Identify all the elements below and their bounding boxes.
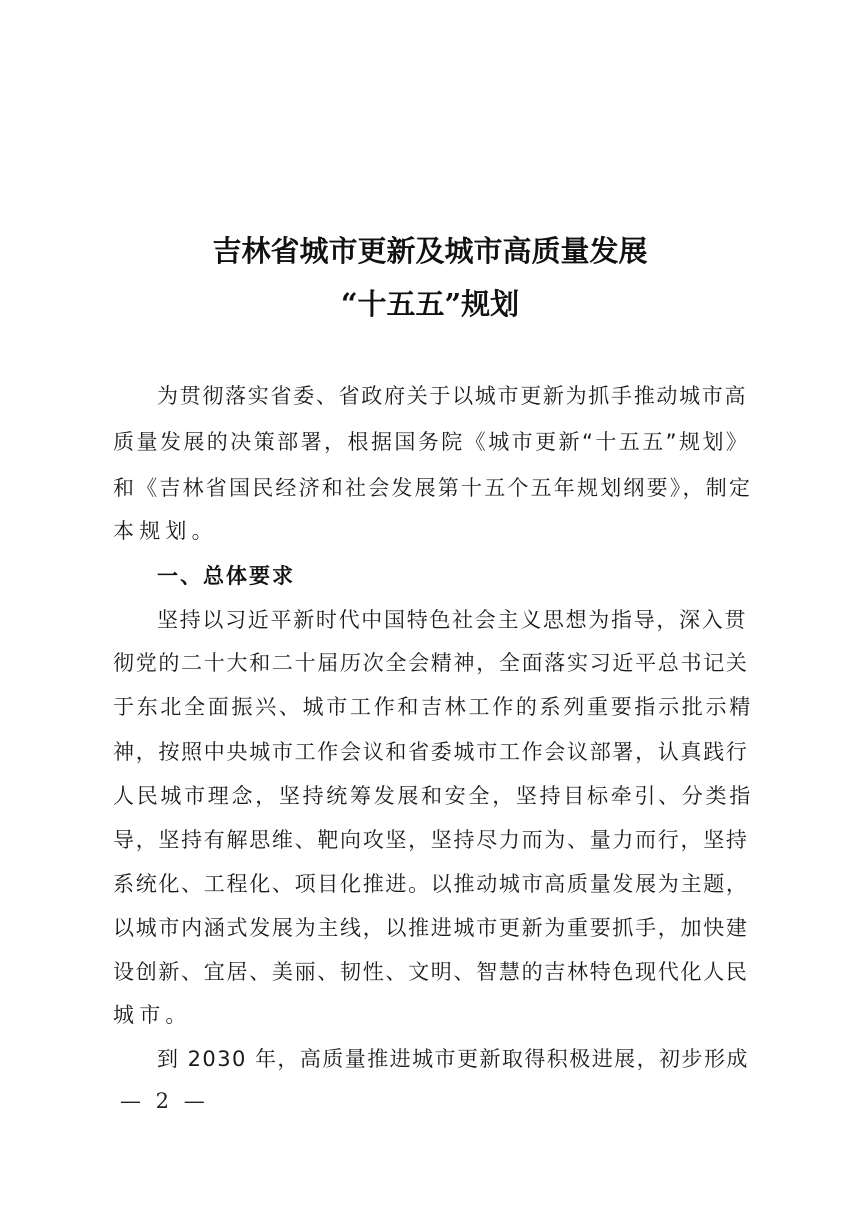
body-line: 彻党的二十大和二十届历次全会精神，全面落实习近平总书记关 [113,651,749,675]
document-title-line-2: “十五五”规划 [340,287,520,321]
body-line: 神，按照中央城市工作会议和省委城市工作会议部署，认真践行 [113,740,749,764]
body-line: 到 2030 年，高质量推进城市更新取得积极进展，初步形成 [157,1047,749,1071]
body-line: 城市。 [113,1003,192,1027]
body-line: 以城市内涵式发展为主线，以推进城市更新为重要抓手，加快建 [113,916,749,940]
intro-line: 为贯彻落实省委、省政府关于以城市更新为抓手推动城市高 [157,384,748,408]
intro-line: 和《吉林省国民经济和社会发展第十五个五年规划纲要》，制定 [113,476,753,500]
body-line: 设创新、宜居、美丽、韧性、文明、智慧的吉林特色现代化人民 [113,960,749,984]
body-line: 于东北全面振兴、城市工作和吉林工作的系列重要指示批示精 [113,695,753,719]
intro-line: 质量发展的决策部署，根据国务院《城市更新“十五五”规划》 [113,430,750,454]
page-number: — 2 — [120,1089,209,1113]
document-title-line-1: 吉林省城市更新及城市高质量发展 [212,234,648,268]
body-line: 导，坚持有解思维、靶向攻坚，坚持尽力而为、量力而行，坚持 [113,828,749,852]
body-line: 系统化、工程化、项目化推进。以推动城市高质量发展为主题， [113,872,749,896]
body-line: 坚持以习近平新时代中国特色社会主义思想为指导，深入贯 [157,608,748,632]
section-heading: 一、总体要求 [157,564,295,588]
body-line: 人民城市理念，坚持统筹发展和安全，坚持目标牵引、分类指 [113,784,753,808]
intro-line: 本规划。 [113,519,218,543]
